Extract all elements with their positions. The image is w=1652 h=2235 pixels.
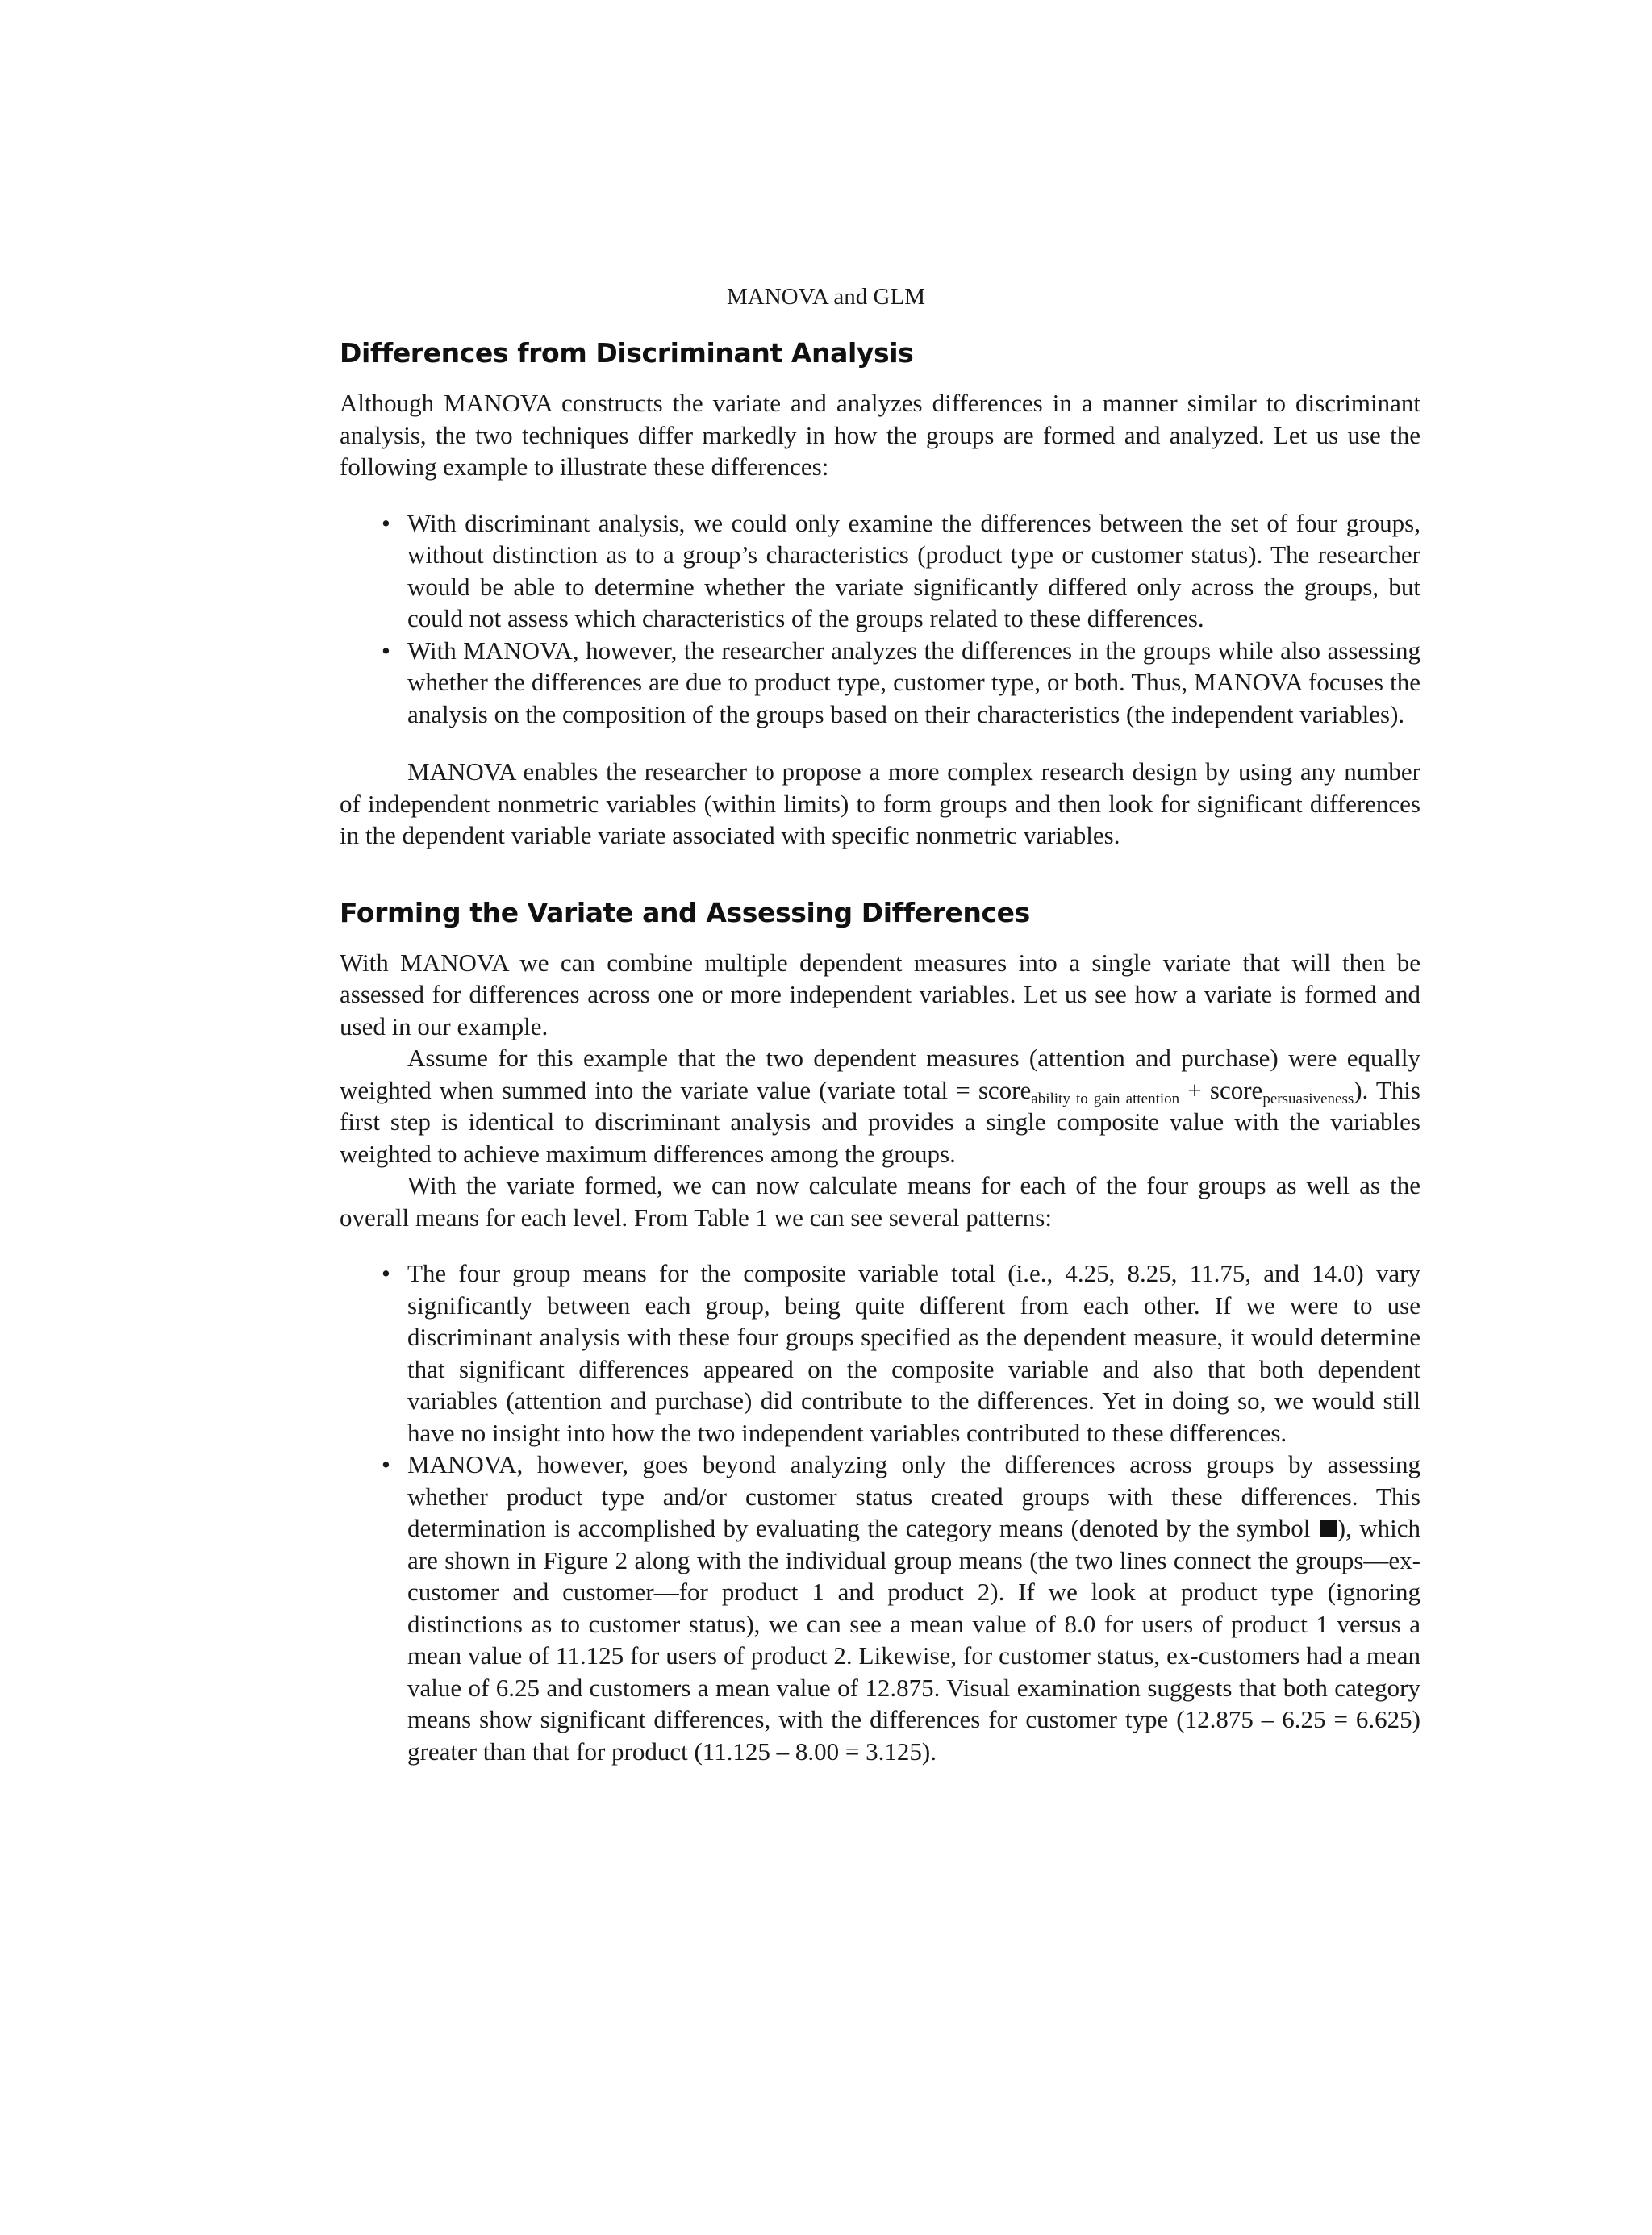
bullet-icon: • xyxy=(382,1259,390,1287)
list-item-text: With discriminant analysis, we could only examine the differences between the set of four groups, without distinction as to a group’s characteristics (product type or customer status). The researcher would be able to determine whether the variate significantly differed only across the groups, but could not assess which characteristics of the groups related to these differences. xyxy=(407,508,1420,632)
bullet-icon: • xyxy=(382,636,390,665)
list-item-text: With MANOVA, however, the researcher analyzes the differences in the groups while also assessing whether the differences are due to product type, customer type, or both. Thus, MANOVA focuses the analysis on the composition of the groups based on their characteristics (the independent variables). xyxy=(407,636,1420,728)
section1-closing-paragraph: MANOVA enables the researcher to propose a more complex research design by using any number of independent nonmetric variables (within limits) to form groups and then look for significant differences in the dependent variable variate associated with specific nonmetric variables. xyxy=(340,757,1420,849)
bullet-icon: • xyxy=(382,1450,390,1478)
section-heading-differences: Differences from Discriminant Analysis xyxy=(340,337,914,369)
section-heading-forming-variate: Forming the Variate and Assessing Differences xyxy=(340,896,1030,928)
section2-paragraph-1: With MANOVA we can combine multiple dependent measures into a single variate that will then be assessed for differences across one or more independent variables. Let us see how a variate is formed and used in our example. xyxy=(340,948,1420,1040)
page-content xyxy=(340,337,1420,1767)
bullet-icon: • xyxy=(382,508,390,537)
list-item xyxy=(382,1449,1420,1767)
list-item xyxy=(382,635,1420,731)
filled-square-icon xyxy=(1320,1520,1337,1537)
list-item xyxy=(382,1257,1420,1449)
para2-text-2: + score xyxy=(1179,1075,1263,1104)
subscript-ability: ability to gain attention xyxy=(1031,1090,1180,1107)
list-item-text-part-2: ), which are shown in Figure 2 along with the individual group means (the two lines connect the groups—ex-customer and customer—for product 1 and product 2). If we look at product type (ignoring distinctions as to customer status), we can see a mean value of 8.0 for users of product 1 versus a mean value of 11.125 for users of product 2. Likewise, for customer status, ex-customers had a mean value of 6.25 and customers a mean value of 12.875. Visual examination suggests that both category means show significant differences, with the differences for customer type (12.875 – 6.25 = 6.625) greater than that for product (11.125 – 8.00 = 3.125). xyxy=(407,1514,1420,1766)
section1-intro-paragraph: Although MANOVA constructs the variate and analyzes differences in a manner similar to discriminant analysis, the two techniques differ markedly in how the groups are formed and analyzed. Let us use the following example to illustrate these differences: xyxy=(340,389,1420,481)
para2-text-1: Assume for this example that the two dependent measures (attention and purchase) were equally weighted when summed into the variate value (variate total = score xyxy=(340,1044,1420,1104)
section2-paragraph-3: With the variate formed, we can now calculate means for each of the four groups as well as the overall means for each level. From Table 1 we can see several patterns: xyxy=(340,1171,1420,1232)
section2-paragraph-2 xyxy=(340,1042,1420,1170)
subscript-persuasiveness: persuasiveness xyxy=(1262,1090,1354,1107)
running-head: MANOVA and GLM xyxy=(727,284,925,310)
list-item-text-part-1: MANOVA, however, goes beyond analyzing only the differences across groups by assessing whether product type and/or customer status created groups with these differences. This determination is accomplished by evaluating the category means (denoted by the symbol xyxy=(407,1450,1420,1542)
section1-bullet-list xyxy=(340,507,1420,731)
para2-text-3: ). This first step is identical to discriminant analysis and provides a single composite value with the variables weighted to achieve maximum differences among the groups. xyxy=(340,1075,1420,1168)
list-item-text: The four group means for the composite variable total (i.e., 4.25, 8.25, 11.75, and 14.0) vary significantly between each group, being quite different from each other. If we were to use discriminant analysis with these four groups specified as the dependent measure, it would determine that significant differences appeared on the composite variable and also that both dependent variables (attention and purchase) did contribute to the differences. Yet in doing so, we would still have no insight into how the two independent variables contributed to these differences. xyxy=(407,1259,1420,1447)
list-item xyxy=(382,507,1420,635)
section2-bullet-list xyxy=(340,1257,1420,1767)
